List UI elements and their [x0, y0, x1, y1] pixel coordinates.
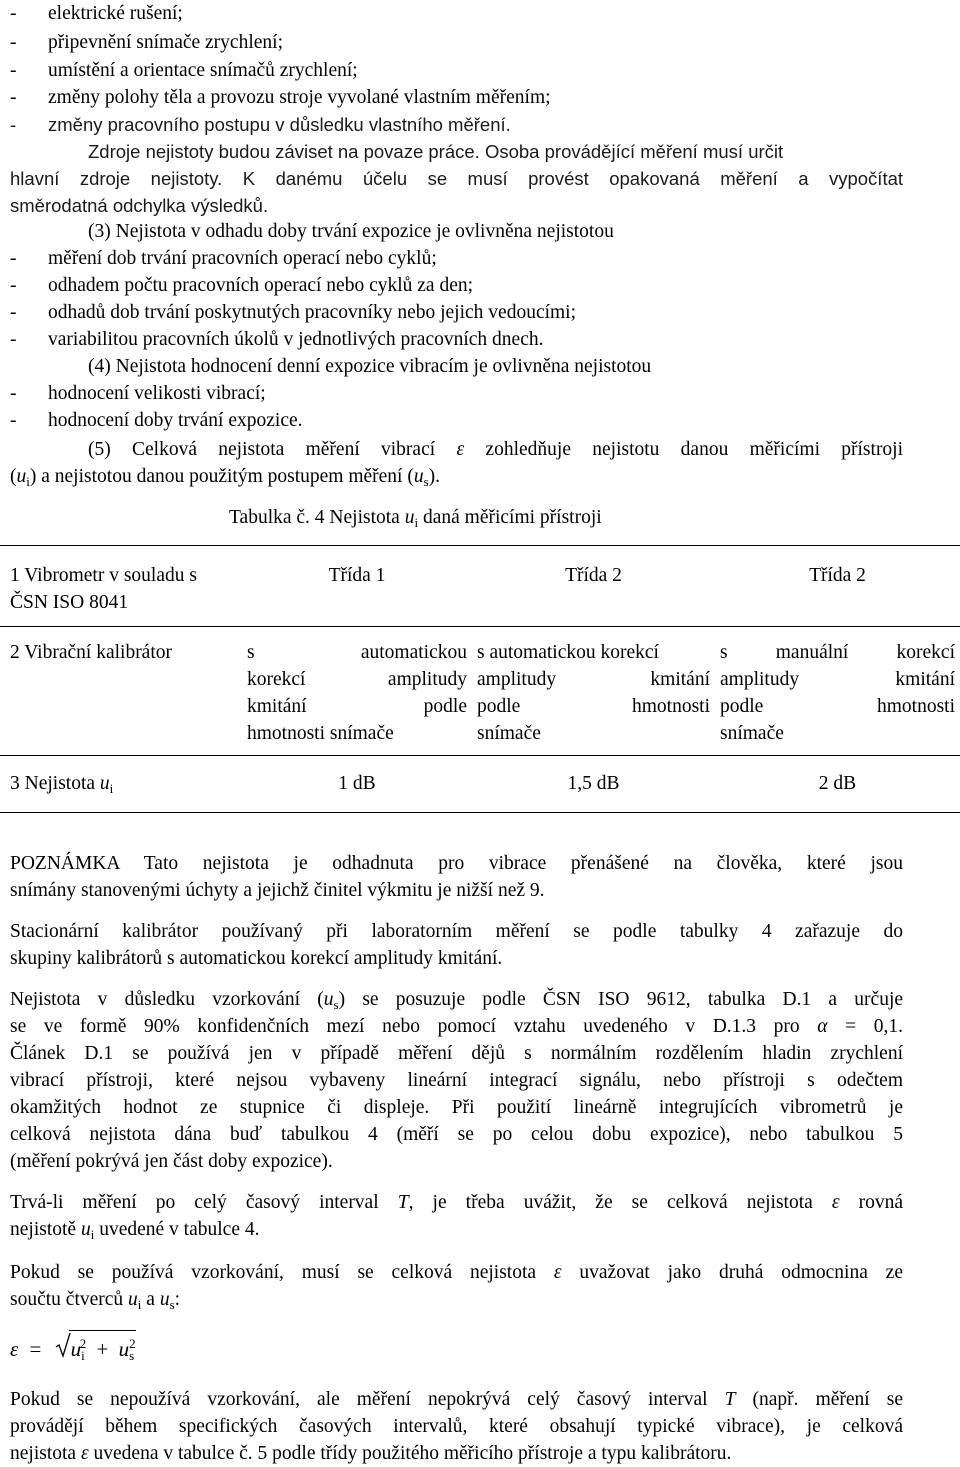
radical-sign-icon	[55, 1332, 71, 1358]
paragraph-line: vibrací přístroji, které nejsou vybaveny lineární integrací signálu, nebo přístroji s odečtem	[10, 1070, 903, 1091]
paragraph-line: skupiny kalibrátorů s automatickou korekcí amplitudy kmitání.	[10, 948, 503, 969]
table-row	[0, 756, 960, 813]
list-item: - hodnocení doby trvání expozice.	[10, 410, 303, 431]
paragraph-line: nejistotě $u_i$ uvedené v tabulce 4.	[10, 1219, 260, 1242]
paragraph-line: směrodatná odchylka výsledků.	[10, 195, 269, 216]
list-item: - změny pracovního postupu v důsledku vlastního měření.	[10, 114, 511, 135]
list-item: - variabilitou pracovních úkolů v jednotlivých pracovních dnech.	[10, 329, 544, 350]
square-root: $u_i^2 + u_s^2$	[55, 1330, 136, 1365]
note-line: POZNÁMKA Tato nejistota je odhadnuta pro vibrace přenášené na člověka, které jsou	[10, 853, 903, 874]
paragraph-line: Pokud se nepoužívá vzorkování, ale měření nepokrývá celý časový interval T (např. měření se	[10, 1389, 904, 1410]
table-cell: 2 dB	[715, 756, 960, 813]
table-cell: 1 Vibrometr v souladu s ČSN ISO 8041	[10, 565, 197, 613]
paragraph-intro: (4) Nejistota hodnocení denní expozice vibracím je ovlivněna nejistotou	[88, 356, 652, 377]
list-item: - umístění a orientace snímačů zrychlení;	[10, 60, 358, 81]
table-cell: 1 dB	[242, 756, 472, 813]
list-item: - elektrické rušení;	[10, 3, 183, 24]
table-caption: Tabulka č. 4 Nejistota $u_i$ daná měřicími přístroji	[229, 507, 602, 530]
paragraph-line: okamžitých hodnot ze stupnice či displeje. Při použití lineárně integrujících vibrometrů je	[10, 1097, 903, 1118]
paragraph-line: Stacionární kalibrátor používaný při laboratorním měření se podle tabulky 4 zařazuje do	[10, 921, 903, 942]
list-item: - měření dob trvání pracovních operací nebo cyklů;	[10, 248, 437, 269]
list-item: - odhadů dob trvání poskytnutých pracovníky nebo jejich vedoucími;	[10, 302, 577, 323]
note-line: snímány stanovenými úchyty a jejichž činitel výkmitu je nižší než 9.	[10, 880, 545, 901]
paragraph-line: nejistota ε uvedena v tabulce č. 5 podle třídy použitého měřicího přístroje a typu kalibrátoru.	[10, 1443, 732, 1464]
table-cell: s automatickou korekcí amplitudy kmitání podle hmotnosti snímače	[242, 627, 472, 756]
paragraph-line: se ve formě 90% konfidenčních mezí nebo pomocí vztahu uvedeného v D.1.3 pro α = 0,1.	[10, 1016, 904, 1037]
paragraph-line: Trvá-li měření po celý časový interval T, je třeba uvážit, že se celková nejistota ε rovná	[10, 1192, 904, 1213]
list-item: - hodnocení velikosti vibrací;	[10, 383, 266, 404]
table-row	[0, 546, 960, 627]
paragraph-line: $(u_i)$ a nejistotou danou použitým postupem měření $(u_s)$.	[10, 466, 441, 489]
paragraph-line: součtu čtverců $u_i$ a $u_s$:	[10, 1289, 181, 1312]
table-cell: Třída 1	[328, 565, 386, 586]
table-cell: 3 Nejistota $u_i$	[0, 756, 242, 813]
paragraph-line: Článek D.1 se používá jen v případě měření dějů s normálním rozdělením hladin zrychlení	[10, 1043, 903, 1064]
formula: ε = $u_i^2 + u_s^2$	[10, 1330, 136, 1365]
list-item: - změny polohy těla a provozu stroje vyvolané vlastním měřením;	[10, 87, 551, 108]
table-cell: 1,5 dB	[472, 756, 715, 813]
table-cell: s automatickou korekcí amplitudy kmitání podle hmotnosti snímače	[472, 627, 715, 756]
table-cell: Třída 2	[809, 565, 866, 586]
list-item: - připevnění snímače zrychlení;	[10, 32, 283, 53]
paragraph-intro: (3) Nejistota v odhadu doby trvání expozice je ovlivněna nejistotou	[88, 221, 614, 242]
paragraph-line: (5) Celková nejistota měření vibrací ε zohledňuje nejistotu danou měřicími přístroji	[88, 439, 904, 460]
paragraph-line: (měření pokrývá jen část doby expozice).	[10, 1151, 333, 1172]
list-item: - odhadem počtu pracovních operací nebo cyklů za den;	[10, 275, 474, 296]
paragraph-line: provádějí během specifických časových intervalů, které obsahují typické vibrace), je celková	[10, 1416, 903, 1437]
uncertainty-table	[0, 545, 960, 813]
paragraph-line: Nejistota v důsledku vzorkování $(u_s)$ se posuzuje podle ČSN ISO 9612, tabulka D.1 a určuje	[10, 989, 904, 1012]
table-cell: 2 Vibrační kalibrátor	[0, 627, 242, 756]
paragraph-line: celková nejistota dána buď tabulkou 4 (měří se po celou dobu expozice), nebo tabulkou 5	[10, 1124, 903, 1145]
paragraph-line: Pokud se používá vzorkování, musí se celková nejistota ε uvažovat jako druhá odmocnina ze	[10, 1262, 903, 1283]
paragraph-line: Zdroje nejistoty budou záviset na povaze práce. Osoba provádějící měření musí určit	[88, 141, 784, 162]
paragraph-line: hlavní zdroje nejistoty. K danému účelu se musí provést opakovaná měření a vypočítat	[10, 168, 904, 189]
table-cell: Třída 2	[565, 565, 622, 586]
table-row	[0, 627, 960, 756]
table-cell: s manuální korekcí amplitudy kmitání podle hmotnosti snímače	[715, 627, 960, 756]
